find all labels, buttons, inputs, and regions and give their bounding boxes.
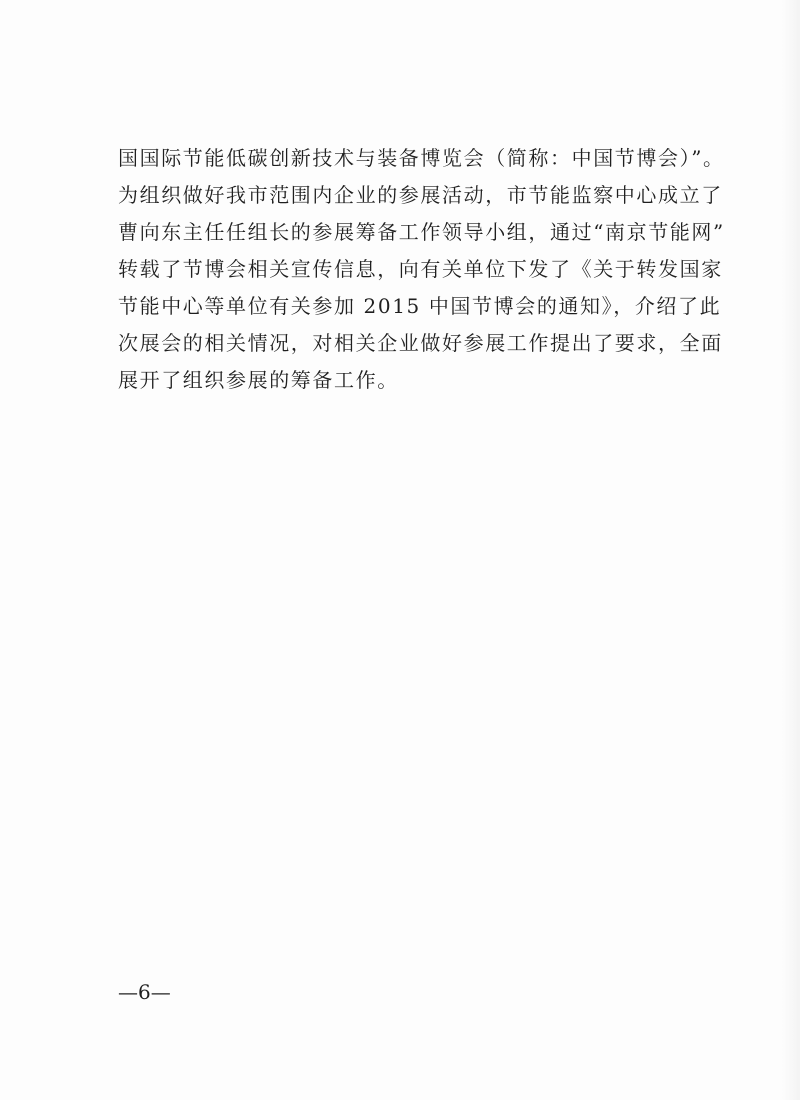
page-edge-shadow: [782, 0, 800, 1100]
body-paragraph: [118, 140, 725, 399]
page-number: —6—: [118, 980, 171, 1004]
text-line-1: 国国际节能低碳创新技术与装备博览会（简称：中国节博会）”。: [118, 146, 725, 170]
text-line-5: 节能中心等单位有关参加 2015 中国节博会的通知》，介绍了此: [118, 294, 722, 318]
text-line-7: 展开了组织参展的筹备工作。: [118, 368, 399, 392]
text-line-4: 转载了节博会相关宣传信息，向有关单位下发了《关于转发国家: [118, 257, 723, 281]
text-line-6: 次展会的相关情况，对相关企业做好参展工作提出了要求，全面: [118, 331, 723, 355]
text-line-2: 为组织做好我市范围内企业的参展活动，市节能监察中心成立了: [118, 183, 723, 207]
text-line-3: 曹向东主任任组长的参展筹备工作领导小组，通过“南京节能网”: [118, 220, 725, 244]
